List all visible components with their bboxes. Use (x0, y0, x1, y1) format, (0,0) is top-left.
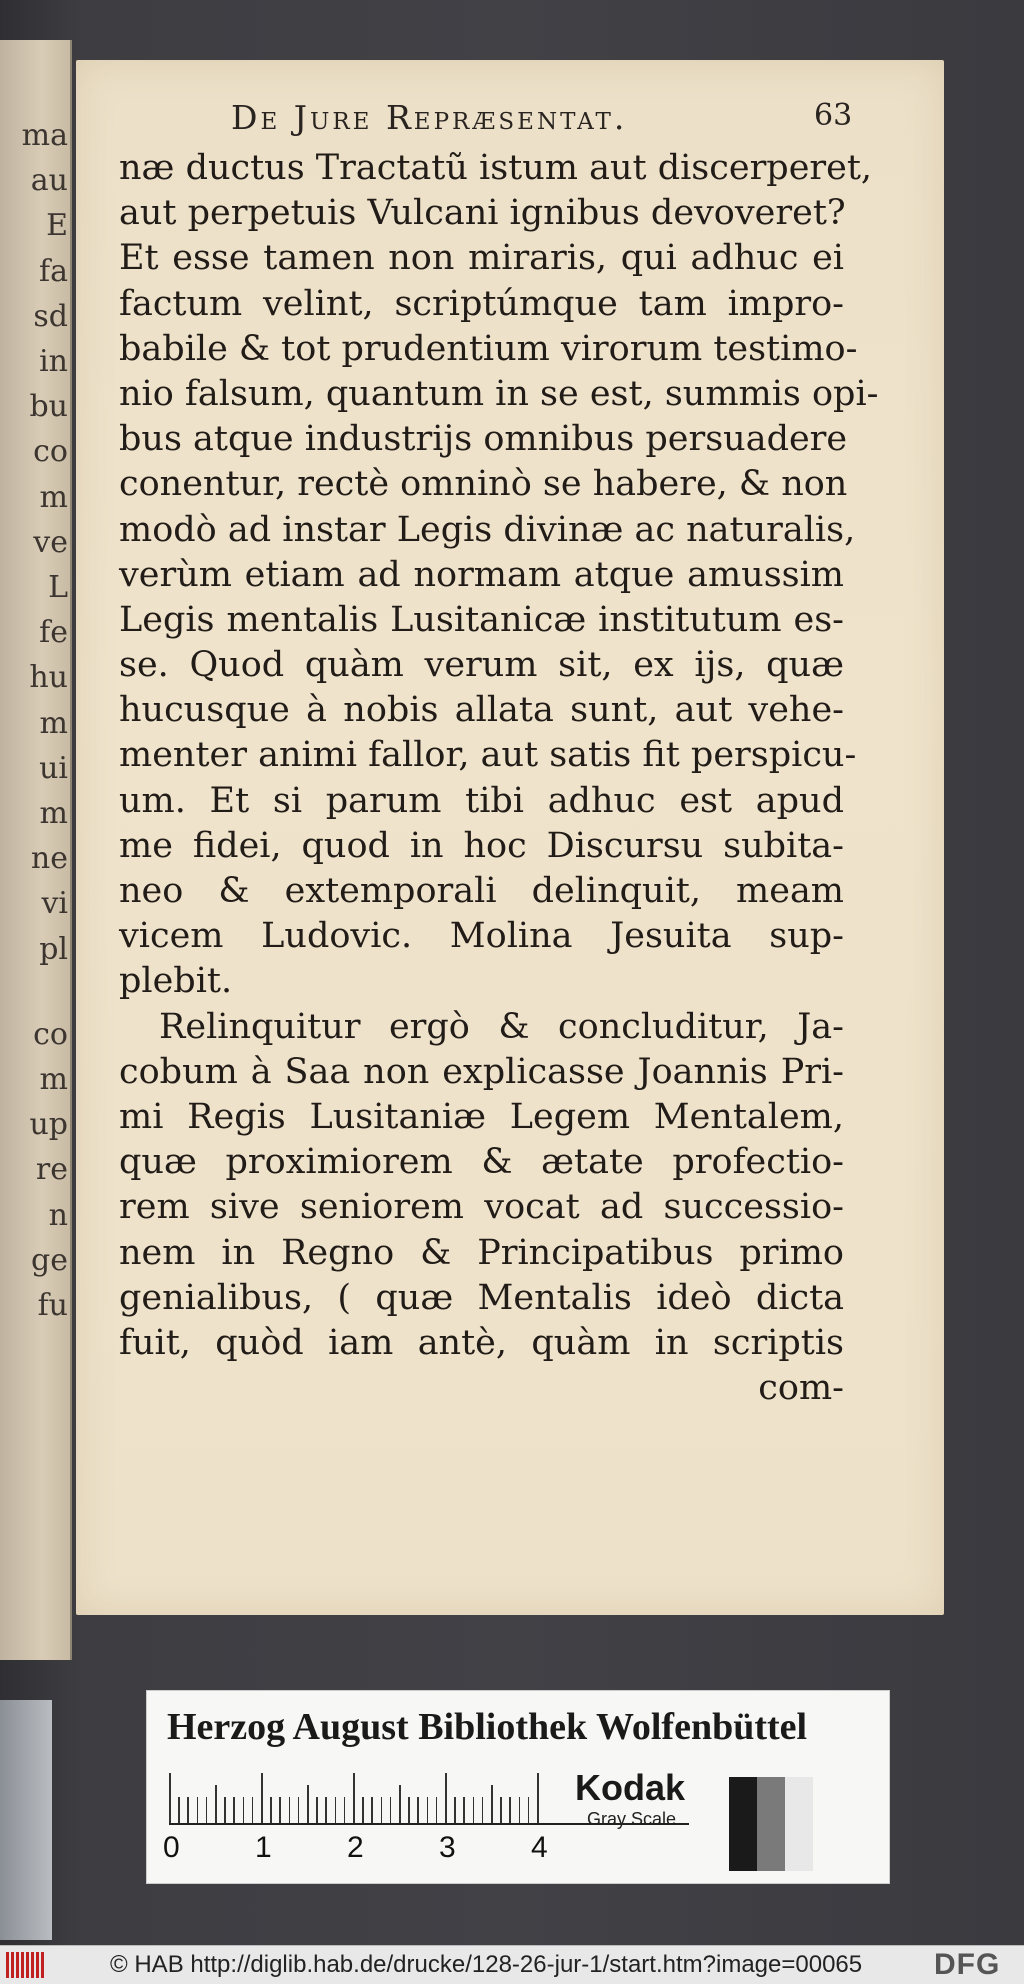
ruler-tick (243, 1797, 245, 1823)
text-line: mi Regis Lusitaniæ Legem Mentalem, (119, 1096, 844, 1137)
ruler-tick (279, 1797, 281, 1823)
text-line: um. Et si parum tibi adhuc est apud (119, 780, 844, 821)
facing-page-text-fragment: hu (29, 660, 68, 696)
ruler-tick (445, 1773, 447, 1823)
ruler-number: 4 (531, 1831, 548, 1864)
ruler-tick (482, 1797, 484, 1823)
ruler-number: 0 (163, 1831, 180, 1864)
ruler-tick (436, 1797, 438, 1823)
ruler-number: 3 (439, 1831, 456, 1864)
text-line: plebit. (119, 961, 233, 1002)
text-line: modò ad instar Legis divinæ ac naturalis, (119, 509, 856, 550)
facing-page-text-fragment: fe (39, 615, 68, 651)
text-line: conentur, rectè omninò se habere, & non (119, 464, 848, 505)
ruler-tick (169, 1773, 171, 1823)
text-line: næ ductus Tractatũ istum aut discerperet, (119, 148, 873, 188)
kodak-logo: Kodak (575, 1767, 686, 1808)
text-line: bus atque industrijs omnibus persuadere (119, 419, 848, 460)
ruler-tick (463, 1797, 465, 1823)
facing-page-text-fragment: m (39, 479, 68, 515)
text-line: me fidei, quod in hoc Discursu subita- (119, 825, 844, 866)
ruler-tick (519, 1797, 521, 1823)
text-line: Et esse tamen non miraris, qui adhuc ei (119, 238, 844, 279)
hab-logo-icon (6, 1952, 50, 1978)
ruler-number: 2 (347, 1831, 364, 1864)
facing-page-text-fragment: in (39, 344, 68, 379)
copyright-url[interactable]: © HAB http://diglib.hab.de/drucke/128-26-jur-1/start.htm?image=00065 (110, 1951, 863, 1978)
facing-page-text-fragment: fa (39, 253, 68, 289)
text-line: genialibus, ( quæ Mentalis ideò dicta (119, 1277, 844, 1318)
text-line: Legis mentalis Lusitanicæ institutum es- (119, 599, 844, 640)
text-line: Relinquitur ergò & concluditur, Ja- (159, 1006, 844, 1047)
book-page (76, 60, 944, 1615)
ruler-tick (353, 1773, 355, 1823)
ruler-tick (252, 1797, 254, 1823)
text-line: vicem Ludovic. Molina Jesuita sup- (119, 916, 844, 957)
text-line: hucusque à nobis allata sunt, aut vehe- (119, 690, 844, 731)
facing-page-edge (0, 40, 72, 1660)
ruler-tick (307, 1785, 309, 1823)
ruler-tick (528, 1797, 530, 1823)
ruler-tick (224, 1797, 226, 1823)
text-line: aut perpetuis Vulcani ignibus devoveret? (119, 193, 846, 234)
facing-page-binding (0, 1700, 52, 1940)
facing-page-text-fragment: ne (30, 841, 68, 877)
ruler-tick (178, 1797, 180, 1823)
facing-page-text-fragment: ma (21, 118, 68, 153)
ruler-number: 1 (255, 1831, 272, 1864)
text-line: cobum à Saa non explicasse Joannis Pri- (119, 1051, 844, 1092)
facing-page-text-fragment: ve (33, 524, 68, 560)
gray-swatch (757, 1777, 785, 1871)
text-line: nem in Regno & Principatibus primo (119, 1232, 844, 1273)
ruler-tick (454, 1797, 456, 1823)
text-line: factum velint, scriptúmque tam impro- (119, 283, 844, 324)
ruler-tick (197, 1797, 199, 1823)
facing-page-text-fragment: re (35, 1152, 68, 1188)
ruler-tick (316, 1797, 318, 1823)
text-line: babile & tot prudentium virorum testimo- (119, 328, 858, 369)
footer-bar (0, 1945, 1024, 1984)
text-line: verùm etiam ad normam atque amussim (119, 554, 844, 595)
ruler-tick (187, 1797, 189, 1823)
text-line: menter animi fallor, aut satis fit perspicu- (119, 735, 857, 776)
ruler-tick (417, 1797, 419, 1823)
facing-page-text-fragment: ge (31, 1242, 68, 1278)
facing-page-text-fragment: co (33, 1016, 68, 1052)
ruler-tick (325, 1797, 327, 1823)
ruler-tick (390, 1797, 392, 1823)
text-line: rem sive seniorem vocat ad successio- (119, 1187, 844, 1228)
ruler-tick (270, 1797, 272, 1823)
gray-swatch (785, 1777, 813, 1871)
color-calibration-card (146, 1690, 890, 1884)
facing-page-text-fragment: pl (39, 931, 68, 967)
gray-swatch (729, 1777, 757, 1871)
facing-page-text-fragment: ui (39, 750, 68, 786)
gray-scale-label: Gray Scale (587, 1809, 677, 1829)
page-number: 63 (814, 98, 853, 133)
ruler-tick (298, 1797, 300, 1823)
ruler-tick (206, 1797, 208, 1823)
facing-page-text-fragment: m (39, 796, 68, 831)
text-line: com- (758, 1368, 844, 1409)
ruler-tick (261, 1773, 263, 1823)
text-line: se. Quod quàm verum sit, ex ijs, quæ (119, 645, 844, 686)
facing-page-text-fragment: au (30, 163, 68, 199)
ruler-tick (289, 1797, 291, 1823)
ruler-tick (408, 1797, 410, 1823)
ruler-tick (335, 1797, 337, 1823)
facing-page-text-fragment: sd (33, 298, 68, 334)
ruler-tick (381, 1797, 383, 1823)
text-line: quæ proximiorem & ætate profectio- (119, 1142, 844, 1183)
page-text (119, 146, 879, 1411)
library-name: Herzog August Bibliothek Wolfenbüttel (167, 1706, 808, 1748)
text-line: neo & extemporali delinquit, meam (119, 871, 844, 911)
text-line: fuit, quòd iam antè, quàm in scriptis (119, 1322, 844, 1363)
ruler-tick (491, 1785, 493, 1823)
ruler-tick (233, 1797, 235, 1823)
facing-page-text-fragment: m (39, 705, 68, 741)
facing-page-text-fragment: fu (37, 1288, 68, 1323)
facing-page-text-fragment: E (46, 208, 68, 244)
facing-page-text-fragment: L (48, 570, 68, 605)
facing-page-text-fragment: co (33, 434, 68, 470)
running-head: De Jure Repræsentat. (231, 98, 628, 137)
facing-page-text-fragment: vi (41, 886, 68, 922)
ruler-tick (371, 1797, 373, 1823)
ruler-tick (362, 1797, 364, 1823)
ruler-tick (473, 1797, 475, 1823)
dfg-logo: DFG (934, 1948, 1001, 1981)
ruler-tick (427, 1797, 429, 1823)
facing-page-text-fragment: n (48, 1197, 68, 1233)
ruler-tick (537, 1773, 539, 1823)
ruler-tick (500, 1797, 502, 1823)
ruler-tick (215, 1785, 217, 1823)
ruler-tick (509, 1797, 511, 1823)
ruler-tick (399, 1785, 401, 1823)
facing-page-text-fragment: up (29, 1107, 68, 1143)
facing-page-text-fragment: bu (29, 389, 68, 425)
facing-page-text-fragment: m (39, 1062, 68, 1097)
text-line: nio falsum, quantum in se est, summis opi- (119, 373, 879, 414)
ruler-tick (344, 1797, 346, 1823)
